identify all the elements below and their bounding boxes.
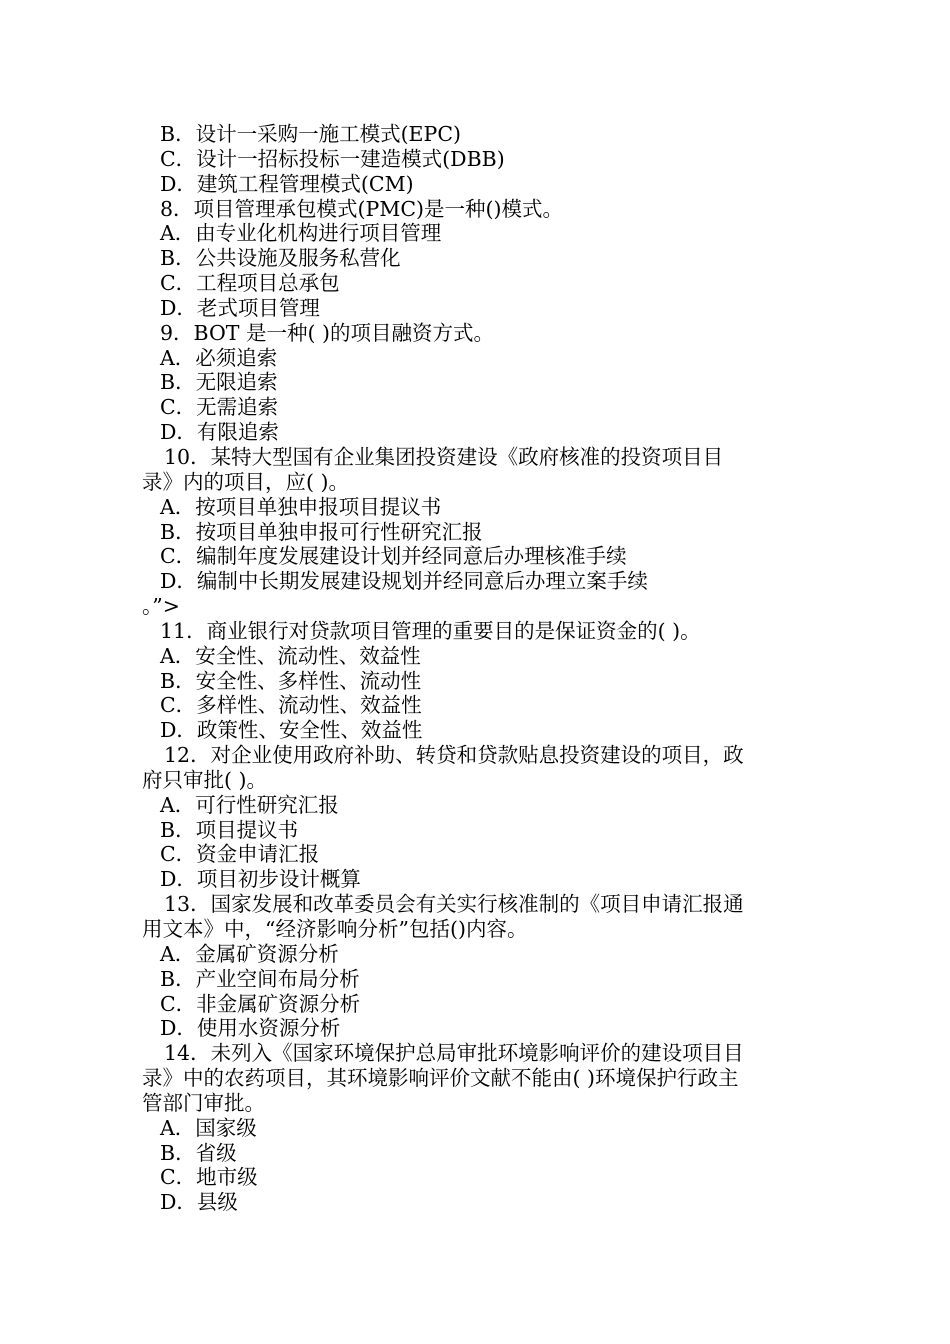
text-line: D．老式项目管理 (160, 295, 320, 320)
text-line: 府只审批( )。 (142, 767, 268, 792)
text-line: B．无限追索 (160, 370, 278, 395)
text-line: B．设计一采购一施工模式(EPC) (160, 122, 462, 146)
text-line: B．省级 (160, 1140, 237, 1165)
text-line: B．按项目单独申报可行性研究汇报 (160, 519, 483, 544)
text-line: C．资金申请汇报 (160, 842, 320, 867)
text-line: A．金属矿资源分析 (160, 941, 339, 966)
text-line: D．政策性、安全性、效益性 (160, 718, 423, 743)
text-line: B．公共设施及服务私营化 (160, 246, 401, 271)
text-line: A．按项目单独申报项目提议书 (160, 494, 442, 519)
text-line: D．项目初步设计概算 (160, 867, 361, 892)
text-line: D．有限追索 (160, 420, 279, 445)
text-line: 录》中的农药项目，其环境影响评价文献不能由( )环境保护行政主 (142, 1066, 739, 1091)
document-body (142, 122, 808, 1215)
text-line: 用文本》中，“经济影响分析”包括()内容。 (142, 917, 528, 941)
text-line: A．必须追索 (160, 345, 278, 370)
text-line: 12．对企业使用政府补助、转贷和贷款贴息投资建设的项目，政 (164, 743, 744, 768)
text-line: 10．某特大型国有企业集团投资建设《政府核准的投资项目目 (164, 444, 724, 469)
text-line: B．项目提议书 (160, 817, 299, 842)
text-line: D．建筑工程管理模式(CM) (160, 171, 414, 196)
text-line: 管部门审批。 (142, 1090, 265, 1115)
text-line: D．县级 (160, 1190, 238, 1215)
text-line: D．使用水资源分析 (160, 1016, 341, 1041)
text-line: B．产业空间布局分析 (160, 966, 360, 991)
text-line: A．可行性研究汇报 (160, 792, 339, 817)
text-line: C．设计一招标投标一建造模式(DBB) (160, 146, 505, 171)
text-line: D．编制中长期发展建设规划并经同意后办理立案手续 (160, 569, 648, 594)
text-line: A．由专业化机构进行项目管理 (160, 221, 442, 246)
text-line: 13．国家发展和改革委员会有关实行核准制的《项目申请汇报通 (164, 892, 744, 917)
text-line: C．编制年度发展建设计划并经同意后办理核准手续 (160, 544, 627, 569)
text-line: 8．项目管理承包模式(PMC)是一种()模式。 (160, 196, 564, 221)
text-line: C．地市级 (160, 1165, 258, 1190)
text-line: 录》内的项目，应( )。 (142, 469, 350, 494)
text-line: B．安全性、多样性、流动性 (160, 668, 422, 693)
text-line: A．安全性、流动性、效益性 (160, 643, 421, 668)
text-line: C．无需追索 (160, 395, 279, 420)
text-line: C．多样性、流动性、效益性 (160, 693, 422, 718)
text-line: 9．BOT 是一种( )的项目融资方式。 (160, 320, 494, 345)
text-line: C．工程项目总承包 (160, 271, 340, 296)
text-line: 14．未列入《国家环境保护总局审批环境影响评价的建设项目目 (164, 1041, 744, 1066)
text-line: 11．商业银行对贷款项目管理的重要目的是保证资金的( )。 (160, 618, 701, 643)
text-line: A．国家级 (160, 1115, 257, 1140)
text-line: 。”> (142, 594, 180, 619)
text-line: C．非金属矿资源分析 (160, 991, 361, 1016)
